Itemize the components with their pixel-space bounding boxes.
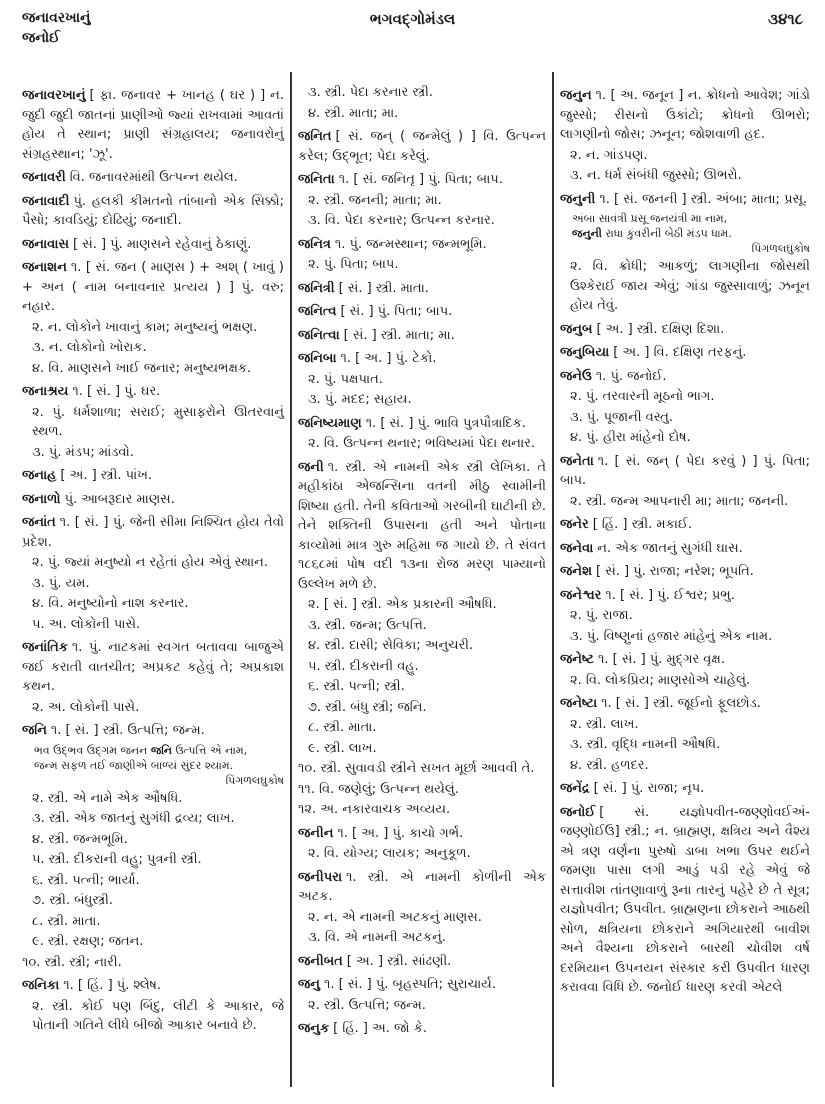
headword: જનાંત [22,515,56,530]
definition: ૩. ન. લોકોનો ખોરાક. [32,340,147,355]
definition: ૧. [ હિં. ] પું. શ્લેષ. [63,978,162,993]
entry-sense [22,553,284,573]
column-2 [298,82,546,1039]
headword: જનાંતિક [22,640,68,655]
dictionary-entry [22,86,284,164]
definition: ૨. વિ. ક્રોધી; આકળું; લાગણીના જોસથી ઉશ્કેરાઈ જાય એવું; ગાંડા જુસ્સાવાળું; ઝનૂન હોય તેવું. [570,259,810,313]
definition: ૫. સ્ત્રી. દીકરાની વહુ. [308,658,419,674]
dictionary-entry [560,515,810,535]
definition: [ સં. ] સ્ત્રી. માતા; મા. [343,327,455,343]
definition: ૧. [ સં. જનિતૃ ] પું. પિતા; બાપ. [338,172,503,187]
definition: ૩. ન. ધર્મ સંબંધી જુસ્સો; ઊભરો. [570,168,742,183]
dictionary-entry [298,127,546,166]
entry-sense [22,789,284,809]
entry-sense [298,616,546,636]
definition: ૧. [ અ. ] પું. ટેકો. [340,351,437,366]
definition: [ અ. ] સ્ત્રી. સાંઢણી. [346,953,452,969]
headword: જનીન [298,825,334,841]
definition: ૧. [ સં. ] પું. જેની સીમા નિશ્ચિત હોય તેવો પ્રદેશ. [22,515,284,550]
dictionary-entry [560,650,810,670]
entry-sense [22,443,284,463]
entry-sense [298,191,546,211]
quote-headword: જનુની [572,227,602,240]
entry-sense [22,997,284,1036]
dictionary-entry [22,192,284,231]
definition: ૧. પું. જન્મસ્થાન; જન્મભૂમિ. [334,236,487,252]
definition: [ હિં. ] અ. જો કે. [333,1021,427,1036]
dictionary-entry [298,975,546,995]
dictionary-entry [22,721,284,741]
definition: ૨. ન. એ નામની અટકનું માણસ. [308,909,482,925]
dictionary-entry [298,302,546,322]
quote-text: ઉત્પત્તિ એ નામ, [171,743,248,757]
definition: ૧. [ સં. ] પું. ભાવિ પુત્રપૌત્રાદિક. [365,415,526,431]
definition: [ સં. ] પું. રાજા; નરેશ; ભૂપતિ. [596,564,754,579]
headword: જનેતા [560,453,594,469]
headword: જનિત્વા [298,327,340,343]
definition: ૨. સ્ત્રી. એ નામે એક ઔષધિ. [32,790,183,806]
dictionary-entry [298,952,546,972]
entry-sense [560,387,810,407]
dictionary-entry [560,586,810,606]
guide-word-last: જનોઈ [22,30,60,46]
definition: ૨. પું. જ્યાં મનુષ્યો ન રહેતાં હોય એવું સ્થાન. [32,555,268,570]
definition: ૧. પું. નાટકમાં સ્વગત બતાવવા બાજુએ જઈ કરાતી વાતચીત; અપ્રકટ કહેવું તે; અપ્રકાશ કથન. [22,640,284,694]
dictionary-entry [560,86,810,145]
definition: ૪. વિ. મનુષ્યોનો નાશ કરનાર. [32,596,189,611]
definition: ૯. સ્ત્રી. લાખ. [308,740,377,756]
headword: જનિત્વ [298,304,337,319]
quotation-line [572,226,810,241]
dictionary-entry [22,466,284,486]
headword: જનુ [298,977,320,992]
quotation-source: પિંગળલઘુકોષ [225,773,284,787]
definition: ૮. સ્ત્રી. માતા. [32,913,101,929]
headword: જનાશ્રય [22,384,69,399]
definition: ૧. [ સં. ] સ્ત્રી. જૂઈનો ફૂલછોડ. [601,696,761,711]
definition: [ સં. ] પું. પિતા; બાપ. [340,304,453,319]
definition: ૧. [ સં. ] સ્ત્રી. ઉત્પત્તિ; જન્મ. [50,723,205,738]
entry-sense [22,338,284,358]
entry-sense [560,606,810,626]
dictionary-entry [560,190,810,210]
definition: ૧. સ્ત્રી. એ નામની એક સ્ત્રી લેખિકા. તે મહીકાંઠા એજન્સિના વતની મીઠુ સ્વામીની શિષ્યા હતી. તેની કવિતાઓ ગરબીની ઘાટીની છે. તેને શક્તિની ઉપાસના હતી અને પોતાના કાવ્યોમાં માત્ર ગુરુ મહિમા જ ગાયો છે. તે સંવત ૧૮૬૮માં પોષ વદી ૧૩ના રોજ મરણ પામ્યાનો ઉલ્લેખ મળે છે. [298,459,546,592]
entry-sense [298,677,546,697]
definition: ૧૨. અ. નકારવાચક અવ્યય. [298,802,451,817]
headword: જનાહ [22,468,57,483]
definition: ૩. સ્ત્રી. પેદા કરનાર સ્ત્રી. [308,85,434,100]
definition: ૩. પું. મદદ; સહાય. [308,392,412,407]
quote-headword: જનિ [150,743,172,757]
definition: ૩. પું. મંડપ; માંડવો. [32,444,134,460]
dictionary-entry [560,539,810,559]
definition: ૩. સ્ત્રી. એક જાતનું સુગંધી દ્રવ્ય; લાખ. [32,811,235,826]
definition: ૨. પું. પિતા; બાપ. [308,257,399,272]
quotation [22,743,284,788]
headword: જનિત્રી [298,280,335,296]
definition: ૯. સ્ત્રી. રક્ષણ; જતન. [32,934,144,949]
dictionary-entry [298,349,546,369]
definition: ૨. ન. ગાંડપણ. [570,147,648,163]
definition: ૮. સ્ત્રી. માતા. [308,720,377,735]
entry-sense [298,434,546,454]
definition: ૨. સ્ત્રી. કોઈ પણ બિંદુ, લીટી કે આકાર, જે પોતાની ગતિને લીધે બીજો આકાર બનાવે છે. [32,998,284,1033]
definition: ૬. સ્ત્રી. પત્ની; સ્ત્રી. [308,679,405,694]
quote-text: ભવ ઉદ્ભવ ઉદ્ગમ જનન [34,743,151,757]
definition: ૨. સ્ત્રી. જન્મ આપનારી મા; માતા; જનની. [570,493,789,509]
definition: ૧. [ સં. ] પું. મુદ્ગર વૃક્ષ. [597,652,725,667]
definition: ૧. સ્ત્રી. એ નામની કોળીની એક અટક. [298,869,546,904]
headword: જનેઉ [560,368,592,384]
entry-sense [22,932,284,952]
quotation-line [572,211,810,226]
definition: ૧. [ સં. જનની ] સ્ત્રી. અંબા; માતા; પ્રસૂ. [599,191,808,207]
entry-sense [560,671,810,691]
entry-sense [298,739,546,759]
entry-sense [298,718,546,738]
dictionary-entry [22,976,284,996]
headword: જનિ [22,723,47,738]
headword: જનિકા [22,978,60,993]
dictionary-entry [22,235,284,255]
dictionary-entry [560,779,810,799]
headword: જનેંદ્ર [560,781,590,796]
definition: [ સં. ] સ્ત્રી. માતા. [338,280,429,296]
dictionary-entry [560,367,810,387]
headword: જનાશન [22,260,67,275]
headword: જનિબા [298,351,337,366]
definition: ૧. [ સં. જન ( માણસ ) + અશ્ ( ખાવું ) + અન ( નામ બનાવનાર પ્રત્યય ) ] પું. વરુ; નહાર. [22,260,284,314]
entry-sense [298,211,546,231]
definition: ૬. સ્ત્રી. પત્ની; ભાર્યા. [32,872,140,888]
dictionary-entry [560,803,810,998]
dictionary-entry [298,824,546,844]
dictionary-entry [22,258,284,317]
headword: જનિષ્યમાણ [298,415,362,431]
definition: ૨. સ્ત્રી. લાખ. [570,716,639,732]
entry-sense [560,166,810,186]
headword: જનેશ [560,564,593,579]
entry-sense [298,996,546,1016]
definition: ૨. સ્ત્રી. ઉત્પત્તિ; જન્મ. [308,997,426,1013]
headword: જનેવા [560,540,594,556]
entry-sense [22,850,284,870]
definition: ૨. વિ. યોગ્ય; લાયક; અનુકૂળ. [308,846,471,861]
guide-word-first: જનાવરખાનું [22,10,91,26]
definition: [ સં. યજ્ઞોપવીત-જણ્ણોવઈઅં-જણ્ણોઈઉ] સ્ત્રી.; ન. બ્રાહ્મણ, ક્ષત્રિય અને વૈશ્ય એ ત્રણ વર્ણના પુરુષો ડાબા ખભા ઉપર થઈને જમણા પાસા લગી આડું પડી રહે એવું જે સત્તાવીશ તાંતણાવાળું રૂના તારનું પહેરે છે તે સૂત્ર; યજ્ઞોપવીત; ઉપવીત. બ્રાહ્મણના છોકરાને આઠથી સોળ, ક્ષત્રિયના છોકરાને અગિયારથી બાવીશ અને વૈશ્યના છોકરાને બારથી ચોવીશ વર્ષ દરમિયાન ઉપનયન સંસ્કાર કરી ઉપવીત ધારણ કરાવવા વિધિ છે. જનોઈ ધારણ કરવી એટલે [560,804,810,995]
entry-sense [560,428,810,448]
definition: ૩. પું. પૂજાની વસ્તુ. [570,409,673,425]
entry-sense [298,908,546,928]
entry-sense [22,615,284,635]
definition: [ સં. ] પું. રાજા; નૃપ. [593,781,705,796]
headword: જનાવાદી [22,193,70,209]
definition: ૪. સ્ત્રી. દાસી; સેવિકા; અનુચરી. [308,638,474,653]
column-3 [560,82,810,998]
entry-sense [22,953,284,973]
entry-sense [298,844,546,864]
definition: [ સં. જન્ ( જન્મેલું ) ] વિ. ઉત્પન્ન કરેલ; ઉદ્ભૂત; પેદા કરેલું. [298,129,546,164]
dictionary-entry [22,513,284,552]
definition: ૪. વિ. માણસને ખાઈ જનાર; મનુષ્યભક્ષક. [32,360,252,376]
headword: જનુની [560,191,596,207]
definition: ૭. સ્ત્રી. બંધુ સ્ત્રી; જનિ. [308,699,427,715]
entry-sense [298,104,546,124]
entry-sense [560,146,810,166]
headword: જનાવરી [22,170,66,185]
entry-sense [560,735,810,755]
definition: ૩. સ્ત્રી. વૃદ્ધિ નામની ઔષધિ. [570,737,721,752]
definition: ન. એક જાતનું સુગંધી ઘાસ. [597,540,743,556]
entry-sense [298,800,546,820]
entry-sense [22,318,284,338]
page-number: ૩૪૧૮ [768,10,803,28]
headword: જનિત્ર [298,236,331,252]
entry-sense [298,698,546,718]
definition: ૨. [ સં. ] સ્ત્રી. એક પ્રકારની ઔષધિ. [308,597,497,612]
definition: ૨. સ્ત્રી. જનની; માતા; મા. [308,192,442,208]
dictionary-entry [298,235,546,255]
headword: જનેષ્ટ [560,652,594,667]
entry-sense [22,891,284,911]
dictionary-entry [298,326,546,346]
entry-sense [298,657,546,677]
quote-text: અંબા સાવંત્રી પ્રસૂ જનયંત્રી મા નામ, [572,212,728,225]
definition: ૭. સ્ત્રી. બંધુસ્ત્રી. [32,893,113,908]
definition: ૧. [ અ. જનૂન ] ન. ક્રોધનો આવેશ; ગાંડો જુસ્સો; રીસનો ઉકાંટો; ક્રોધનો ઊભરો; લાગણીનો જોસ; ઝનૂન; જોશવાળી હદ. [560,88,810,142]
dictionary-entry [298,458,546,595]
definition: ૩. સ્ત્રી. જન્મ; ઉત્પત્તિ. [308,617,427,633]
definition: ૧. પું. જનોઈ. [595,368,667,384]
definition: ૨. પું. ધર્મશાળા; સરાઈ; મુસાફરોને ઊતરવાનું સ્થળ. [32,404,284,439]
headword: જનેશ્વર [560,587,602,603]
headword: જનિત [298,129,332,144]
entry-sense [298,928,546,948]
definition: ૨. પું. રાજા. [570,608,633,623]
dictionary-entry [560,694,810,714]
entry-sense [298,83,546,103]
entry-sense [22,594,284,614]
headword: જનેર [560,517,589,532]
dictionary-entry [560,452,810,491]
headword: જનુબ [560,321,593,337]
dictionary-entry [560,562,810,582]
definition: ૫. સ્ત્રી. દીકરાની વહુ; પુત્રની સ્ત્રી. [32,852,202,867]
headword: જનુબિયા [560,345,610,360]
dictionary-entry [22,382,284,402]
definition: વિ. જનાવરમાંથી ઉત્પન્ન થયેલ. [69,170,238,185]
quotation-line [34,758,284,773]
definition: ૨. અ. લોકોની પાસે. [32,699,140,715]
definition: [ હિં. ] સ્ત્રી. મકાઈ. [592,517,693,532]
entry-sense [22,698,284,718]
entry-sense [22,830,284,850]
entry-sense [22,403,284,442]
dictionary-entry [22,638,284,697]
definition: ૨. પું. પક્ષપાત. [308,371,383,387]
definition: ૪. સ્ત્રી. જન્મભૂમિ. [32,831,128,847]
entry-sense [560,408,810,428]
definition: ૧. [ સં. ] પું. ઘર. [72,384,161,399]
definition: પું. આબરૂદાર માણસ. [64,491,175,507]
headword: જનાવાસ [22,236,69,252]
entry-sense [298,370,546,390]
quote-text: રાધા કુંવરીની બેઠી મંડપ ધામ. [601,227,732,240]
dictionary-entry [298,414,546,434]
book-title: ભગવદ્ગોમંડલ [369,10,456,28]
headword: જની [298,459,324,475]
headword: જનાવરખાનું [22,88,86,103]
entry-sense [298,780,546,800]
definition: ૧. [ અ. ] પું. કાચો ગર્ભ. [337,825,464,841]
definition: ૧૦. સ્ત્રી. સુવાવડી સ્ત્રીને સખત મૂર્છા આવવી તે. [298,761,535,776]
definition: ૧૧. વિ. જણેલું; ઉત્પન્ન થયેલું. [298,781,459,797]
headword: જનાળો [22,491,61,507]
entry-sense [560,715,810,735]
dictionary-entry [298,868,546,907]
definition: ૩. પું. યમ. [32,575,90,591]
entry-sense [560,627,810,647]
dictionary-entry [560,320,810,340]
headword: જનેષ્ટા [560,696,598,711]
definition: [ અ. ] સ્ત્રી. પાંખ. [60,468,153,483]
headword: જનિતા [298,172,335,187]
dictionary-entry [298,1019,546,1039]
definition: ૩. પું. વિષ્ણુનાં હજાર માંહેનું એક નામ. [570,628,773,644]
definition: ૩. વિ. એ નામની અટકનું. [308,930,446,945]
quotation [560,211,810,256]
definition: ૧. [ સં. ] પું. ઈશ્વર; પ્રભુ. [605,587,735,603]
entry-sense [22,809,284,829]
dictionary-entry [298,170,546,190]
entry-sense [22,912,284,932]
headword: જનુન [560,88,592,103]
entry-sense [298,595,546,615]
quotation-line [34,743,284,758]
definition: ૪. પું. હીરા માંહેનો દોષ. [570,430,691,445]
definition: ૧૦. સ્ત્રી. સ્ત્રી; નારી. [22,954,122,970]
definition: [ અ. ] સ્ત્રી. દક્ષિણ દિશા. [596,321,725,337]
definition: ૧. [ સં. જન્ ( પેદા કરવું ) ] પું. પિતા; બાપ. [560,453,810,488]
definition: [ ફા. જનાવર + ખાનહ ( ઘર ) ] ન. જુદી જુદી જાતનાં પ્રાણીઓ જ્યાં રાખવામાં આવતાં હોય તે સ્થાન; પ્રાણી સંગ્રહાલય; જનાવરોનું સંગ્રહસ્થાન; 'ઝૂ'. [22,88,284,162]
entry-sense [22,359,284,379]
definition: ૫. અ. લોકોની પાસે. [32,616,141,632]
headword: જનીપરા [298,869,343,885]
entry-sense [22,574,284,594]
definition: ૨. પું. તરવારની મૂઠનો ભાગ. [570,389,715,404]
definition: ૧. [ સં. ] પું. બૃહસ્પતિ; સુરાચાર્ય. [323,977,496,992]
quote-text: જન્મ સફળ તઈ જાણીએ બાળ્યં સુંદર શ્યામ. [34,758,234,772]
definition: ૨. વિ. ઉત્પન્ન થનાર; ભવિષ્યમાં પેદા થનાર. [308,436,536,451]
dictionary-entry [22,490,284,510]
entry-sense [298,255,546,275]
entry-sense [560,756,810,776]
definition: [ સં. ] પું. માણસને રહેવાનું ઠેકાણું. [72,236,252,252]
entry-sense [298,636,546,656]
column-divider [552,72,554,1087]
quotation-source: પિંગળલઘુકોષ [751,242,810,255]
definition: ૪. સ્ત્રી. માતા; મા. [308,105,399,121]
entry-sense [298,759,546,779]
dictionary-entry [22,168,284,188]
dictionary-entry [298,279,546,299]
column-divider [290,72,292,1087]
definition: ૪. સ્ત્રી. હળદર. [570,757,649,773]
column-1 [22,82,284,1036]
definition: પું. હલકી કીમતનો તાંબાનો એક સિક્કો; પૈસો; કાવડિયું; દોઢિયું; જનાદી. [22,193,284,228]
entry-sense [22,871,284,891]
headword: જનીબત [298,953,343,969]
definition: ૨. વિ. લોકપ્રિય; માણસોએ ચાહેલું. [570,672,751,688]
definition: ૩. વિ. પેદા કરનાર; ઉત્પન્ન કરનાર. [308,213,495,228]
definition: [ અ. ] વિ. દક્ષિણ તરફનું. [613,345,747,360]
entry-sense [560,257,810,316]
entry-sense [298,390,546,410]
headword: જનોઈ [560,804,596,820]
dictionary-entry [560,343,810,363]
entry-sense [560,492,810,512]
headword: જનુક [298,1021,330,1036]
definition: ૨. ન. લોકોને ખાવાનું કામ; મનુષ્યનું ભક્ષણ. [32,319,258,335]
